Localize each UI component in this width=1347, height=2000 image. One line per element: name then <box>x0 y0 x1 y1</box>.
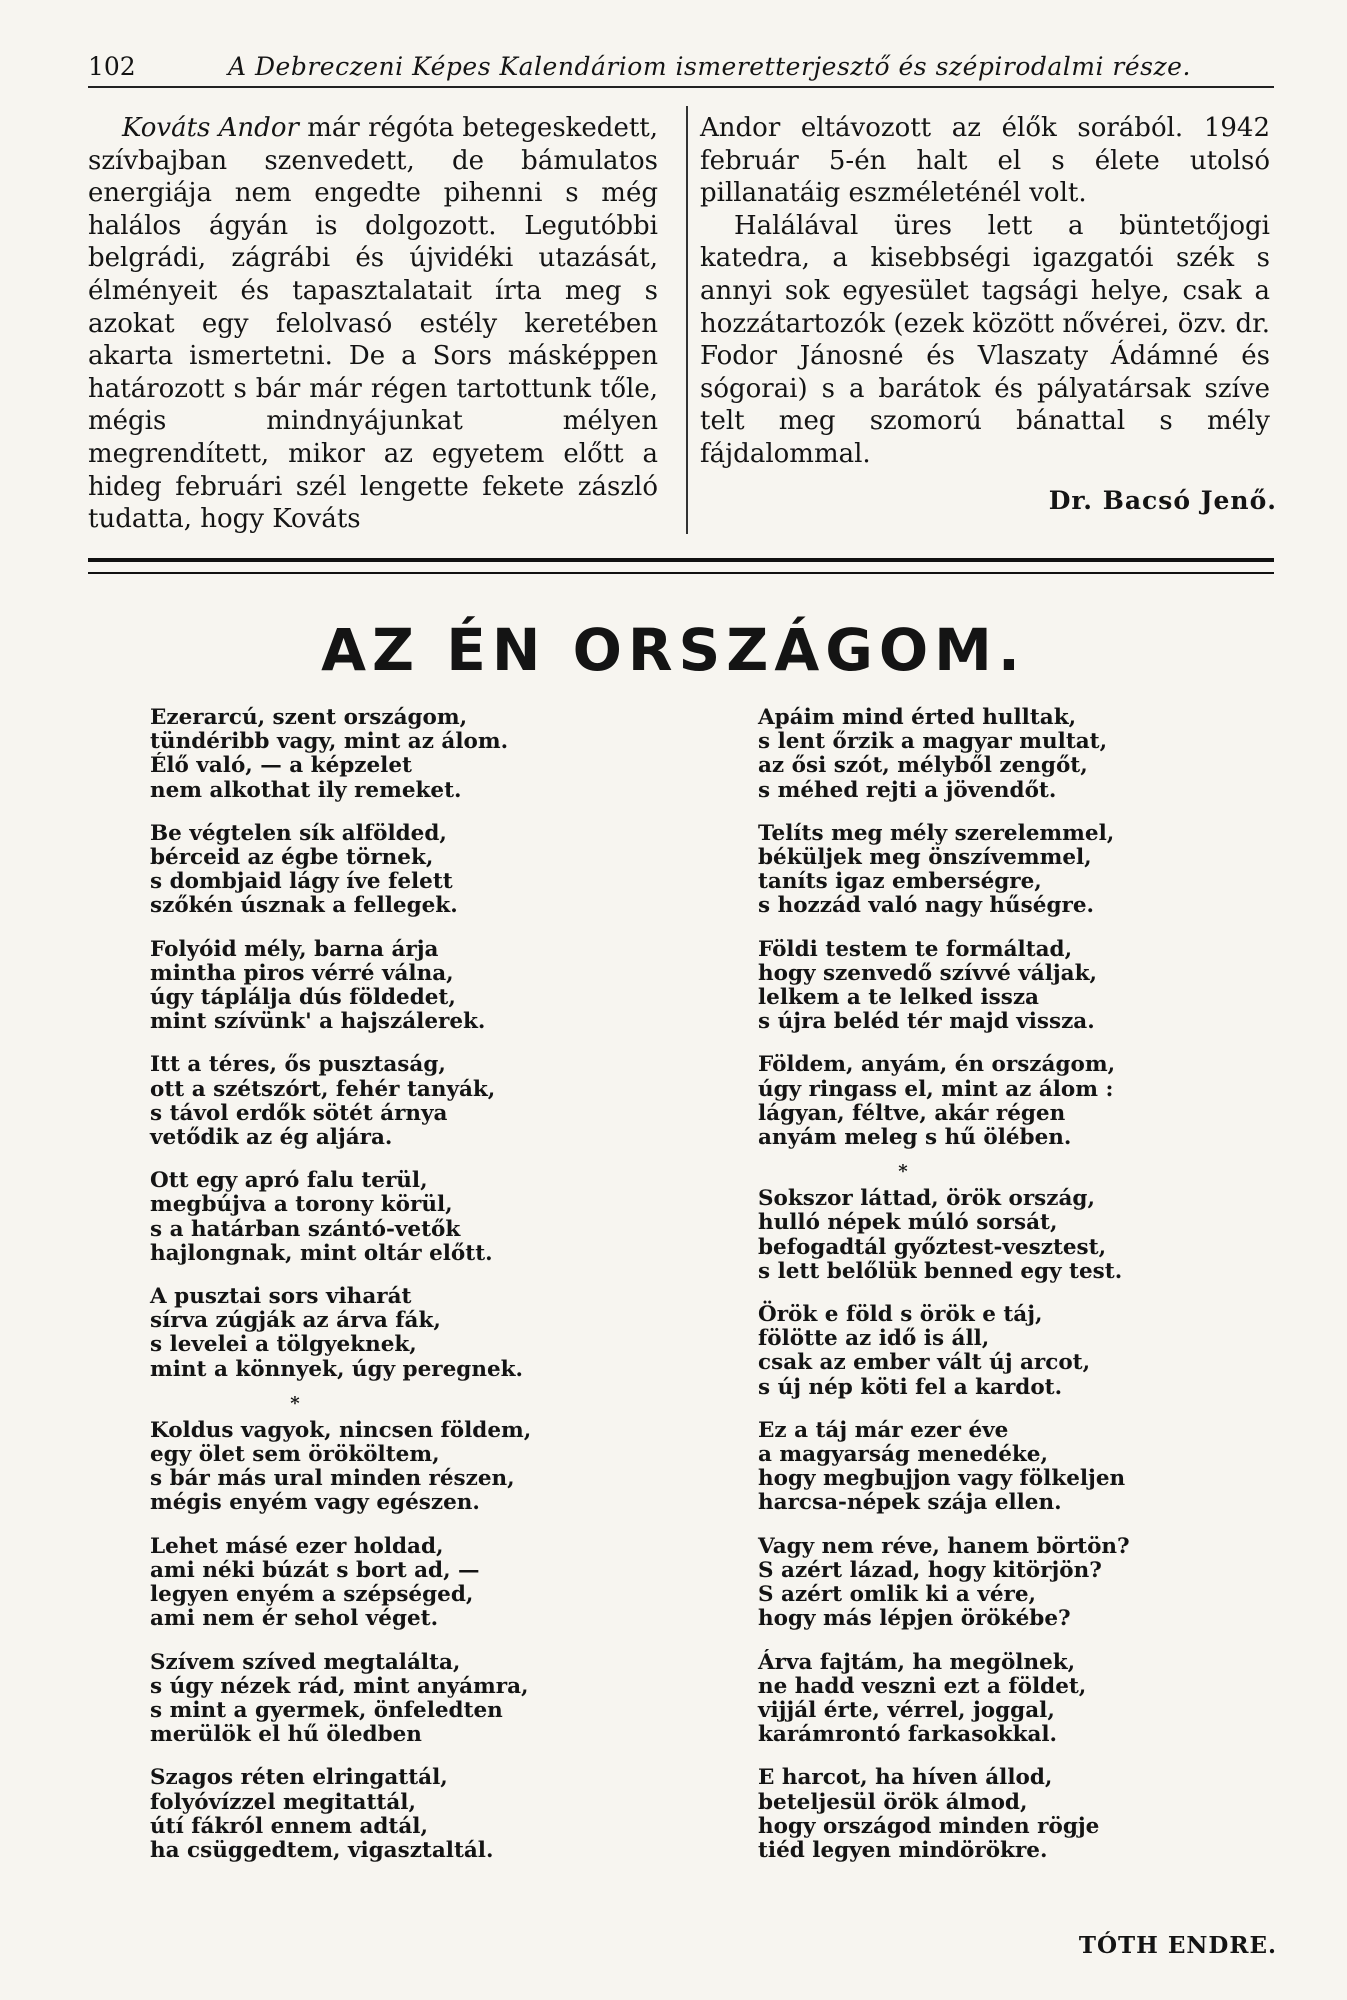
poem-line: ott a szétszórt, fehér tanyák, <box>150 1076 496 1102</box>
page-number: 102 <box>88 52 136 81</box>
poem-line: s dombjaid lágy íve felett <box>150 869 453 895</box>
poem-line: az ősi szót, mélyből zengőt, <box>758 753 1088 779</box>
poem-line: hajlongnak, mint oltár előtt. <box>150 1240 493 1266</box>
poem-line: Sokszor láttad, örök ország, <box>758 1186 1095 1212</box>
poem-line: Be végtelen sík alfölded, <box>150 820 447 846</box>
poem-line: szőkén úsznak a fellegek. <box>150 893 458 919</box>
running-title: A Debreczeni Képes Kalendáriom ismeretterjesztő és szépirodalmi része. <box>228 52 1191 81</box>
stanza <box>758 706 1228 803</box>
poem-line: mint szívünk' a hajszálerek. <box>150 1009 486 1035</box>
poem-left-column <box>150 706 620 1882</box>
poem-line: hogy megbujjon vagy fölkeljen <box>758 1466 1126 1492</box>
poem-line: Apáim mind érted hulltak, <box>758 705 1077 730</box>
poem-line: s lett belőlük benned egy test. <box>758 1258 1123 1284</box>
obituary-right-column <box>700 112 1270 471</box>
poem-line: hogy országod minden rögje <box>758 1813 1100 1839</box>
poem-line: Élő való, — a képzelet <box>150 753 412 779</box>
poem-line: s méhed rejti a jövendőt. <box>758 777 1057 803</box>
stanza <box>150 1766 620 1863</box>
poem-line: merülök el hű öledben <box>150 1722 422 1748</box>
person-name: Kováts Andor <box>122 113 299 143</box>
poem-line: s a határban szántó-vetők <box>150 1216 461 1242</box>
poem-line: Folyóid mély, barna árja <box>150 936 439 962</box>
stanza <box>758 1419 1228 1516</box>
column-divider <box>686 106 688 534</box>
obituary-signature: Dr. Bacsó Jenő. <box>1048 486 1277 515</box>
poem-line: lágyan, féltve, akár régen <box>758 1100 1066 1126</box>
poem-line: Itt a téres, ős pusztaság, <box>150 1052 446 1078</box>
stanza <box>150 1285 620 1382</box>
poem-line: ne hadd veszni ezt a földet, <box>758 1673 1087 1699</box>
poem-line: S azért omlik ki a vére, <box>758 1582 1037 1608</box>
stanza <box>150 1053 620 1150</box>
poem-line: hulló népek múló sorsát, <box>758 1210 1058 1236</box>
poem-line: béküljek meg önszívemmel, <box>758 845 1092 871</box>
poem-line: S azért lázad, hogy kitörjön? <box>758 1557 1102 1583</box>
poem-line: ami néki búzát s bort ad, — <box>150 1557 480 1583</box>
poem-line: beteljesül örök álmod, <box>758 1789 1028 1815</box>
obituary-paragraph <box>88 112 658 536</box>
poem-line: E harcot, ha híven állod, <box>758 1765 1053 1791</box>
poem-line: folyóvízzel megitattál, <box>150 1789 416 1815</box>
obituary-left-column <box>88 112 658 536</box>
page-header <box>88 46 1268 86</box>
poem-line: hogy más lépjen örökébe? <box>758 1606 1071 1632</box>
poem-line: Ez a táj már ezer éve <box>758 1417 1009 1443</box>
poem-line: ami nem ér sehol véget. <box>150 1606 439 1632</box>
poem-line: vijjál érte, vérrel, joggal, <box>758 1697 1055 1723</box>
stanza <box>150 938 620 1035</box>
poem-line: Örök e föld s örök e táj, <box>758 1302 1043 1328</box>
poem-line: egy ölet sem örököltem, <box>150 1442 440 1468</box>
poem-line: útí fákról ennem adtál, <box>150 1813 428 1839</box>
poem-line: hogy szenvedő szívvé váljak, <box>758 960 1097 986</box>
poem-signature: TÓTH ENDRE. <box>1078 1932 1277 1959</box>
stanza <box>758 1053 1228 1150</box>
stanza <box>758 822 1228 919</box>
poem-line: Ott egy apró falu terül, <box>150 1168 428 1194</box>
poem-line: s távol erdők sötét árnya <box>150 1100 448 1126</box>
poem-line: tündéribb vagy, mint az álom. <box>150 729 509 755</box>
stanza <box>150 1169 620 1266</box>
poem-line: Ezerarcú, szent országom, <box>150 705 468 730</box>
obituary-paragraph: Andor eltávozott az élők sorából. 1942 február 5-én halt el s élete utolsó pillanatáig eszméleténél volt. <box>700 113 1270 209</box>
poem-line: mégis enyém vagy egészen. <box>150 1490 480 1516</box>
poem-line: tiéd legyen mindörökre. <box>758 1837 1048 1863</box>
poem-line: Árva fajtám, ha megölnek, <box>758 1649 1076 1675</box>
poem-line: s újra beléd tér majd vissza. <box>758 1009 1095 1035</box>
poem-line: bérceid az égbe törnek, <box>150 845 434 871</box>
stanza <box>150 822 620 919</box>
poem-line: Szagos réten elringattál, <box>150 1765 448 1791</box>
poem-line: karámrontó farkasokkal. <box>758 1722 1058 1748</box>
poem-line: úgy táplálja dús földedet, <box>150 985 456 1011</box>
section-double-rule <box>88 558 1274 574</box>
poem-line: úgy ringass el, mint az álom : <box>758 1076 1114 1102</box>
poem-line: s új nép köti fel a kardot. <box>758 1374 1063 1400</box>
poem-line: taníts igaz emberségre, <box>758 869 1042 895</box>
stanza <box>150 1651 620 1748</box>
poem-line: mint a könnyek, úgy peregnek. <box>150 1356 524 1382</box>
stanza <box>758 1766 1228 1863</box>
stanza <box>758 1651 1228 1748</box>
stanza-separator: * <box>290 1392 300 1414</box>
stanza <box>150 1419 620 1516</box>
poem-line: megbújva a torony körül, <box>150 1192 453 1218</box>
poem-line: s bár más ural minden részen, <box>150 1466 515 1492</box>
poem-line: Koldus vagyok, nincsen földem, <box>150 1417 532 1443</box>
poem-line: befogadtál győztest-vesztest, <box>758 1234 1107 1260</box>
stanza <box>758 938 1228 1035</box>
stanza <box>150 706 620 803</box>
poem-line: s úgy nézek rád, mint anyámra, <box>150 1673 529 1699</box>
poem-line: s lent őrzik a magyar multat, <box>758 729 1108 755</box>
poem-line: fölötte az idő is áll, <box>758 1326 990 1352</box>
poem-line: sírva zúgják az árva fák, <box>150 1308 441 1334</box>
poem-line: anyám meleg s hű ölében. <box>758 1125 1072 1151</box>
stanza <box>758 1187 1228 1284</box>
poem-line: Telíts meg mély szerelemmel, <box>758 820 1115 846</box>
poem-line: ha csüggedtem, vigasztaltál. <box>150 1837 494 1863</box>
stanza <box>758 1535 1228 1632</box>
poem-line: Szívem szíved megtalálta, <box>150 1649 461 1675</box>
poem-title: AZ ÉN ORSZÁGOM. <box>321 616 1026 684</box>
poem-line: a magyarság menedéke, <box>758 1442 1048 1468</box>
header-rule <box>88 86 1274 88</box>
poem-line: mintha piros vérré válna, <box>150 960 454 986</box>
obituary-text: már régóta betegeskedett, szívbajban szenvedett, de bámulatos energiája nem engedte pihenni s még halálos ágyán is dolgozott. Legutóbbi belgrádi, zágrábi és újvidéki utazását, élményeit és tapasztalatait írta meg s azokat egy felolvasó estély keretében akarta ismertetni. De a Sors másképpen határozott s bár már régen tartottunk tőle, mégis mindnyájunkat mélyen megrendített, mikor az egyetem előtt a hideg februári szél lengette fekete zászló tudatta, hogy Kováts <box>88 113 658 535</box>
poem-line: vetődik az ég aljára. <box>150 1125 393 1151</box>
poem-line: csak az ember vált új arcot, <box>758 1350 1091 1376</box>
poem-right-column <box>758 706 1228 1882</box>
poem-line: Vagy nem réve, hanem börtön? <box>758 1533 1130 1559</box>
stanza <box>150 1535 620 1632</box>
poem-line: Lehet másé ezer holdad, <box>150 1533 444 1559</box>
poem-line: legyen enyém a szépséged, <box>150 1582 474 1608</box>
poem-line: harcsa-népek szája ellen. <box>758 1490 1062 1516</box>
poem-line: s hozzád való nagy hűségre. <box>758 893 1094 919</box>
poem-line: Földem, anyám, én országom, <box>758 1052 1116 1078</box>
stanza-separator: * <box>898 1161 908 1183</box>
poem-line: nem alkothat ily remeket. <box>150 777 462 803</box>
poem-line: s levelei a tölgyeknek, <box>150 1332 417 1358</box>
poem-line: s mint a gyermek, önfeledten <box>150 1697 503 1723</box>
poem-line: Földi testem te formáltad, <box>758 936 1073 962</box>
stanza <box>758 1303 1228 1400</box>
poem-line: lelkem a te lelked issza <box>758 985 1039 1011</box>
obituary-paragraph: Halálával üres lett a büntetőjogi katedra, a kisebbségi igazgatói szék s annyi sok egyesület tagsági helye, csak a hozzátartozók (ezek között nővérei, özv. dr. Fodor Jánosné és Vlaszaty Ádámné és sógorai) s a barátok és pályatársak szíve telt meg szomorú bánattal s mély fájdalommal. <box>700 210 1270 469</box>
poem-line: A pusztai sors viharát <box>150 1284 412 1310</box>
